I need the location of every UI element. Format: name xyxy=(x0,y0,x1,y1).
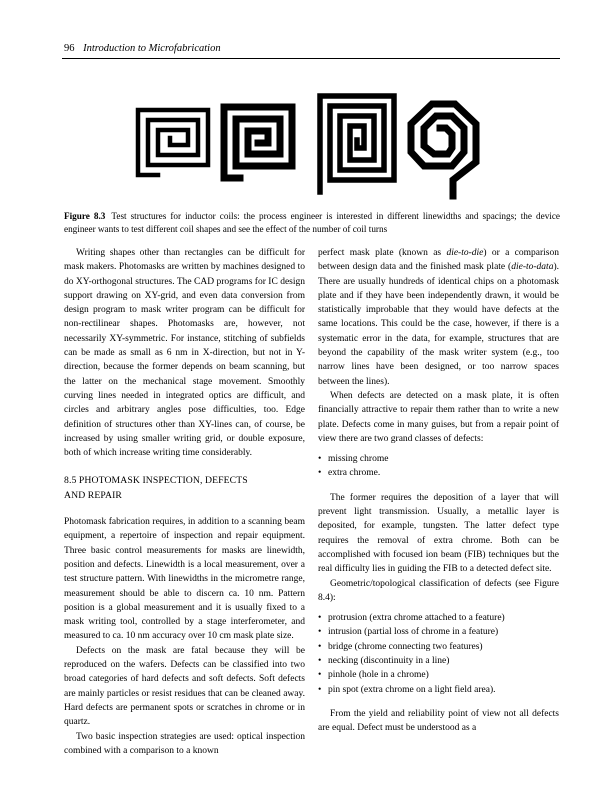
section-heading-line-2: AND REPAIR xyxy=(64,489,122,501)
paragraph: The former requires the deposition of a layer that will prevent light transmission. Usually, a metallic layer is deposited, for example, tungsten. The latter defect type requires the removal of extra chrome. Both can be accomplished with focused ion beam (FIB) techniques but the real difficulty lies in guiding the FIB to a detected defect site. xyxy=(318,492,559,575)
paragraph: Geometric/topological classification of defects (see Figure 8.4): xyxy=(318,578,559,603)
list-item: • pin spot (extra chrome on a light field area). xyxy=(318,683,559,697)
list-item: • necking (discontinuity in a line) xyxy=(318,654,559,668)
coil-square-thick xyxy=(224,107,292,178)
paragraph: Two basic inspection strategies are used: optical inspection combined with a comparison to a known xyxy=(64,731,305,756)
coil-octagonal xyxy=(411,104,476,196)
list-item: • intrusion (partial loss of chrome in a feature) xyxy=(318,625,559,639)
paragraph: Writing shapes other than rectangles can be difficult for mask makers. Photomasks are written by machines designed to do XY-orthogonal structures. The CAD programs for IC design support drawing on XY-grid, and even data conversion from design program to mask writer program can be difficult for non-rectilinear shapes. Photomasks are, however, not necessarily XY-symmetric. For instance, stitching of subfields can be made as small as 6 nm in X-direction, but not in Y-direction, because the former depends on beam scanning, but the latter on the mechanical stage movement. Smoothly curving lines needed in integrated optics are difficult, and circles and arbitrary angles pose difficulties, too. Edge definition of structures other than XY-lines can, of course, be increased by using smaller writing grid, or double exposure, both of which increase writing time considerably. xyxy=(64,248,305,459)
page-number: 96 xyxy=(64,43,75,54)
list-item: • pinhole (hole in a chrome) xyxy=(318,668,559,682)
left-column xyxy=(64,246,305,758)
figure-caption xyxy=(64,210,560,237)
book-title: Introduction to Microfabrication xyxy=(83,43,221,54)
list-item: • protrusion (extra chrome attached to a feature) xyxy=(318,611,559,625)
right-column xyxy=(318,246,559,736)
term-die-to-die: die-to-die xyxy=(446,248,484,258)
paragraph xyxy=(318,246,559,389)
paragraph: From the yield and reliability point of view not all defects are equal. Defect must be understood as a xyxy=(318,708,559,734)
list-item: • bridge (chrome connecting two features) xyxy=(318,640,559,654)
defect-class-list xyxy=(318,452,559,481)
text-run: ). There are usually hundreds of identical chips on a photomask plate and if they have been independently drawn, it would be statistically improbable that they would have defects at the same locations. This could be the case, however, if there is a systematic error in the data, for example, structures that are beyond the capability of the mask writer system (e.g., too narrow lines have been designed, or too narrow spaces between the lines). xyxy=(318,262,559,387)
paragraph: When defects are detected on a mask plate, it is often financially attractive to repair them rather than to write a new plate. Defects come in many guises, but from a repair point of view there are two grand classes of defects: xyxy=(318,390,559,444)
figure-caption-text: Test structures for inductor coils: the process engineer is interested in different linewidths and spacings; the device engineer wants to test different coil shapes and see the effect of the number of coil turns xyxy=(64,211,560,235)
paragraph: Defects on the mask are fatal because they will be reproduced on the wafers. Defects can be classified into two broad categories of hard defects and soft defects. Soft defects are mainly particles or resist residues that can be cleaned away. Hard defects are permanent spots or scratches in chrome or in quartz. xyxy=(64,645,305,728)
defect-topology-list xyxy=(318,611,559,697)
text-run: ) or a comparison between design data and the finished mask plate ( xyxy=(318,248,559,273)
paragraph: Photomask fabrication requires, in addition to a scanning beam equipment, a repertoire of inspection and repair equipment. Three basic control measurements for masks are linewidth, position and defects. Linewidth is a local measurement, over a test structure pattern. With linewidths in the micrometre range, measurement should be able to discern ca. 10 nm. Pattern position is a global measurement and it is usually fixed to a mask writing tool, controlled by a stage interferometer, and measured to ca. 10 nm accuracy over 10 cm mask plate size. xyxy=(64,517,305,642)
figure-inductor-coils xyxy=(0,0,615,210)
term-die-to-data: die-to-data xyxy=(511,262,554,273)
figure-label: Figure 8.3 xyxy=(64,211,106,221)
list-item: • missing chrome xyxy=(318,452,559,466)
text-run: perfect mask plate (known as xyxy=(318,248,447,258)
section-heading-line-1: 8.5 PHOTOMASK INSPECTION, DEFECTS xyxy=(64,475,248,487)
coil-square-multi-turn xyxy=(320,96,394,192)
list-item: • extra chrome. xyxy=(318,466,559,480)
coil-square-thin xyxy=(138,110,208,175)
section-heading xyxy=(64,474,305,503)
